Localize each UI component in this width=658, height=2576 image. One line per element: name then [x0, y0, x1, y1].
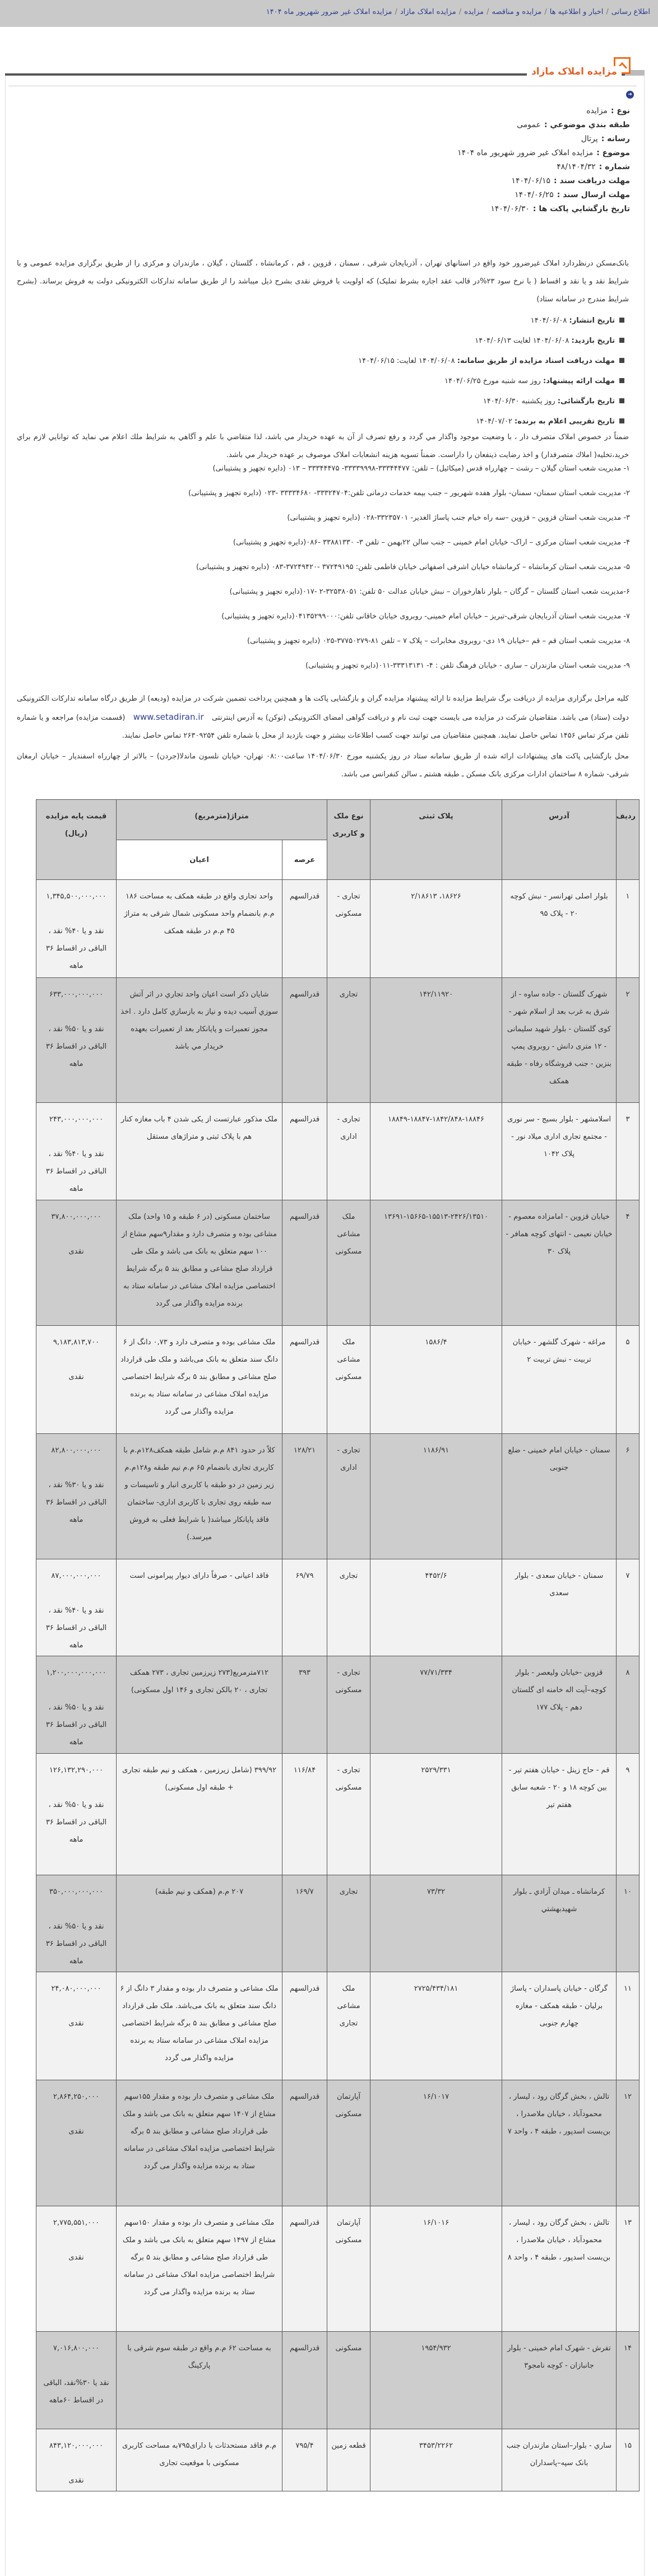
ayan-cell: ۷۱۲مترمربع(۲۷۳ زیرزمین تجاری ، ۲۷۳ همکف تجاری ، ۲۰ بالکن تجاری و ۱۴۶ اول مسکونی)	[117, 1656, 282, 1754]
type-cell: تجاری	[327, 978, 370, 1103]
type-cell: تجاری - مسکونی	[327, 880, 370, 978]
ayan-cell: شايان ذكر است اعيان واحد تجاري در اثر آتش سوزي آسيب ديده و نياز به بازسازي كامل دارد . اخذ مجوز تعميرات و پايانكار بعد از تعميرات بعهده خريدار مي باشد	[117, 978, 282, 1103]
breadcrumb-link[interactable]: مزایده و مناقصه	[492, 8, 542, 16]
top-bar	[0, 0, 658, 27]
breadcrumb-separator: /	[395, 8, 397, 16]
date-item	[358, 371, 624, 392]
address-cell: قزوین -خیابان ولیعصر - بلوار کوچه–آیت اله خامنه ای گلستان دهم - پلاک ۱۷۷	[502, 1656, 617, 1754]
price-terms: نقد و یا ۵۰% نقد ، الباقی در اقساط ۳۶ ماهه	[45, 1801, 107, 1844]
price-terms: نقد و یا ۴۰% نقد ، الباقی در اقساط ۳۶ ماهه	[45, 927, 107, 970]
price-cell	[36, 1103, 117, 1200]
arse-cell: ۷۹۵/۴	[282, 2429, 327, 2491]
header-arse: عرصه	[282, 840, 327, 880]
row-number: ۴	[617, 1200, 640, 1326]
row-number: ۱۳	[617, 2206, 640, 2332]
arse-cell: قدرالسهم	[282, 1103, 327, 1200]
price-cell	[36, 1754, 117, 1875]
arse-cell: قدرالسهم	[282, 2206, 327, 2332]
plak-cell: ۱۳۶۹۱-۱۵۶۶۵-۱۵۵۱۳-۲۴۲۶/۱۳۵۱۰	[370, 1200, 502, 1326]
meta-row	[457, 188, 630, 202]
date-item	[358, 331, 624, 351]
arse-cell: قدرالسهم	[282, 1326, 327, 1434]
row-number: ۷	[617, 1559, 640, 1656]
meta-value: عمومی	[517, 120, 541, 129]
arse-cell: ۱۶۹/۷	[282, 1875, 327, 1972]
table-row	[36, 2206, 640, 2332]
ayan-cell: به مساحت ۶۲ م.م واقع در طبقه سوم شرقی با پارکینگ	[117, 2332, 282, 2429]
header-plak: پلاک ثبتی	[370, 800, 502, 880]
bullet-square-icon	[619, 358, 624, 363]
plak-cell: ۱۸۸۴۹-۱۸۸۴۷-۱۸۴۲/۸۴۸-۱۸۸۴۶	[370, 1103, 502, 1200]
price-terms: نقدی	[68, 1247, 84, 1256]
meta-value: ۴۸/۱۴۰۴/۳۲	[557, 162, 596, 171]
price-cell	[36, 1434, 117, 1559]
date-label: تاریخ بازگشائی:	[557, 397, 615, 406]
meta-info	[457, 104, 630, 216]
price-value: ۹,۱۸۳,۸۱۳,۷۰۰	[53, 1338, 100, 1347]
row-number: ۱۵	[617, 2429, 640, 2491]
meta-row	[457, 104, 630, 118]
price-terms: نقدی	[68, 1373, 84, 1381]
table-row	[36, 1559, 640, 1656]
meta-row	[457, 132, 630, 146]
arse-cell: ۱۱۶/۸۴	[282, 1754, 327, 1875]
date-label: مهلت دریافت اسناد مزایده از طریق سامانه:	[457, 357, 615, 365]
breadcrumb-link[interactable]: مزایده املاک مازاد	[400, 8, 456, 16]
plak-cell: ۱۶/۱۰۱۶	[370, 2206, 502, 2332]
table-row	[36, 1200, 640, 1326]
meta-value: ۱۴۰۴/۰۶/۱۵	[511, 176, 551, 185]
address-cell: سمنان - خیابان سعدی - بلوار سعدی	[502, 1559, 617, 1656]
type-cell: مسکونی	[327, 2332, 370, 2429]
ayan-cell: ملک مذکور عبارتست از یکی شدن ۴ باب مغازه کنار هم با پلاک ثبتی و متراژهای مستقل	[117, 1103, 282, 1200]
date-label: تاریخ بازدید:	[571, 337, 615, 345]
ayan-cell: ملک مشاعی و متصرف دار بوده و مقدار ۱۵۰سهم مشاع از ۱۴۹۷ سهم متعلق به بانک می باشد و ملک طی قرارداد صلح مشاعی و مطابق بند ۵ برگه شرایط اختصاصی مزایده املاک مشاعی در سامانه ستاد به برنده مزایده واگذار می گردد	[117, 2206, 282, 2332]
row-number: ۱۱	[617, 1972, 640, 2080]
address-cell: قم - حاج زینل - خیابان هفتم تیر - بین کوچه ۱۸ و ۲۰ - شعبه سابق هفتم تیر	[502, 1754, 617, 1875]
address-cell: بلوار اصلی تهرانسر - نبش کوچه ۲۰ - پلاک ۹۵	[502, 880, 617, 978]
type-cell: تجاری - مسکونی	[327, 1754, 370, 1875]
type-cell: تجاری - اداری	[327, 1434, 370, 1559]
meta-value: ۱۴۰۴/۰۶/۳۰	[490, 204, 530, 213]
plak-cell: ۴۴۵۲/۶	[370, 1559, 502, 1656]
date-value: روز سه شنبه مورخ ۱۴۰۴/۰۶/۲۵	[444, 377, 544, 385]
ayan-cell: ۳۹۹/۹۲ (شامل زیرزمین ، همکف و نیم طبقه تجاری + طبقه اول مسکونی)	[117, 1754, 282, 1875]
price-value: ۱۲۶,۱۳۲,۲۹۰,۰۰۰	[49, 1766, 104, 1774]
key-dates	[358, 311, 624, 432]
row-number: ۲	[617, 978, 640, 1103]
meta-label: طبقه بندي موضوعي :	[544, 120, 630, 129]
plak-cell: ۱۹۵۴/۹۳۲	[370, 2332, 502, 2429]
branch-item: ۹- مدیریت شعب استان مازندران – ساری - خیابان فرهنگ تلفن : ۴- ۳۳۳۱۳۱۳۱-۰۱۱(دایره تجهیز و پشتیبانی)	[305, 662, 630, 670]
price-cell	[36, 978, 117, 1103]
bullet-square-icon	[619, 378, 624, 383]
price-value: ۶۳۳,۰۰۰,۰۰۰,۰۰۰	[49, 990, 104, 999]
address-cell: ساري - بلوار–استان مازندران جنب بانک سپه–پاسداران	[502, 2429, 617, 2491]
price-cell	[36, 2332, 117, 2429]
price-value: ۲,۸۶۴,۲۵۰,۰۰۰	[53, 2093, 100, 2101]
header-address: آدرس	[502, 800, 617, 880]
arse-cell: قدرالسهم	[282, 2332, 327, 2429]
date-label: تاریخ تقریبی اعلام به برنده:	[515, 417, 615, 426]
setadiran-link[interactable]: www.setadiran.ir	[133, 712, 204, 722]
address-cell: تفرش - شهرک امام خمینی - بلوار جانبازان - کوچه نامجو۳	[502, 2332, 617, 2429]
meta-row	[457, 202, 630, 216]
header-row-number: ردیف	[617, 800, 640, 880]
type-cell: قطعه زمین	[327, 2429, 370, 2491]
price-terms: نقدی	[68, 2476, 84, 2485]
address-cell: کرمانشاه ـ میدان آزادي ـ بلوار شهیدبهشتي	[502, 1875, 617, 1972]
price-value: ۳۷,۸۰۰,۰۰۰,۰۰۰	[51, 1213, 101, 1221]
price-terms: نقد و یا ۵۰% نقد ، الباقی در اقساط ۳۶ ماهه	[45, 1922, 107, 1965]
price-value: ۲۴,۰۸۰,۰۰۰,۰۰۰	[51, 1985, 101, 1993]
table-row	[36, 1103, 640, 1200]
plak-cell: ۱۵۸۶/۴	[370, 1326, 502, 1434]
table-row	[36, 2080, 640, 2206]
table-row	[36, 978, 640, 1103]
price-value: ۲,۷۷۵,۵۵۱,۰۰۰	[53, 2219, 100, 2227]
table-row	[36, 2429, 640, 2491]
process-text	[17, 690, 629, 745]
panel-title: مزایده املاک مازاد	[527, 66, 622, 77]
arse-cell: قدرالسهم	[282, 880, 327, 978]
ayan-cell: واحد تجاری واقع در طبقه همکف به مساحت ۱۸۶ م.م بانضمام واحد مسکونی شمال شرقی به متراژ ۴۵ م.م در طبقه همکف	[117, 880, 282, 978]
ayan-cell: ملک مشاعی و متصرف دار بوده و مقدار ۳ دانگ از ۶ دانگ سند متعلق به بانک می‌باشد. ملک طی قرارداد صلح مشاعی و مطابق بند ۵ برگه شرایط اختصاصی مزایده املاک مشاعی در سامانه ستاد به برنده مزایده واگذار می گردد	[117, 1972, 282, 2080]
date-value: ۱۴۰۴/۰۶/۰۸	[530, 316, 569, 325]
branch-item: ۶-مدیریت شعب استان گلستان – گرگان – بلوار ناهارخوران – نبش خیابان عدالت ۵۰ تلفن: ۳۲۵۳۸۰۵۱-۲ -۰۱۷(دایره تجهیز و پشتیبانی)	[229, 588, 630, 596]
ayan-cell: فاقد اعیانی - صرفاً دارای دیوار پیرامونی است	[117, 1559, 282, 1656]
table-row	[36, 1434, 640, 1559]
arse-cell: قدرالسهم	[282, 1200, 327, 1326]
type-cell: آپارتمان مسکونی	[327, 2206, 370, 2332]
ayan-cell: ۲۰۷ م.م (همکف و نیم طبقه)	[117, 1875, 282, 1972]
table-row	[36, 1754, 640, 1875]
plak-cell: ۷۷/۷۱/۳۳۴	[370, 1656, 502, 1754]
arse-cell: قدرالسهم	[282, 1972, 327, 2080]
price-value: ۲۴۳,۰۰۰,۰۰۰,۰۰۰	[49, 1115, 104, 1124]
price-terms: نقد و یا ۳۰% نقد ، الباقی در اقساط ۳۶ ماهه	[45, 1481, 107, 1524]
address-cell: تالش ، بخش گرگان رود ، لیسار ، محمودآباد ، خیابان ملاصدرا ، بن‌بست اسدپور ، طبقه ۴ ، واحد ۸	[502, 2206, 617, 2332]
price-terms: نقدی	[68, 2253, 84, 2262]
row-number: ۳	[617, 1103, 640, 1200]
arse-cell: قدرالسهم	[282, 978, 327, 1103]
occupied-note: ضمناً در خصوص املاک متصرف دار ، با وضعیت موجود واگذار مي گردد و رفع تصرف از آن به عهده خریدار مي باشد، لذا متقاضي با علم و آگاهي به شرايط ملك اعلام مي نمايد كه توانايي لازم براي خريد،تخليه( املاك متصرفدار) و اخذ رضايت ذينفعان را داراست. ضمناً تسويه هزينه انشعابات املاک موصوف بر عهده خريدار مي باشد.	[17, 433, 629, 459]
type-cell: تجاری	[327, 1875, 370, 1972]
price-terms: نقدی	[68, 2019, 84, 2028]
price-value: ۱,۲۰۰,۰۰۰,۰۰۰,۰۰۰	[46, 1669, 106, 1677]
meta-row	[457, 160, 630, 174]
address-cell: اسلامشهر - بلوار بسیج - سر نوری - مجتمع تجاری اداری میلاد نور - پلاک ۱۰۴۲	[502, 1103, 617, 1200]
price-cell	[36, 880, 117, 978]
header-type: نوع ملک و کاربری	[327, 800, 370, 880]
header-price: قیمت پایه مزایده (ریال)	[36, 800, 117, 880]
row-number: ۵	[617, 1326, 640, 1434]
plak-cell: ۱۴۲/۱۱۹۲۰	[370, 978, 502, 1103]
meta-row	[457, 174, 630, 188]
plak-cell: ۱۸۶۲۶، ۲/۱۸۶۱۳	[370, 880, 502, 978]
plak-cell: ۳۴۵۳/۲۲۶۲	[370, 2429, 502, 2491]
type-cell: آپارتمان مسکونی	[327, 2080, 370, 2206]
ayan-cell: ساختمان مسکونی (در ۶ طبقه و ۱۵ واحد) ملک مشاعی بوده و متصرف دارد و مقدار۹سهم مشاع از ۱۰۰ سهم متعلق به بانک می باشد و ملک طی قرارداد صلح مشاعی و مطابق بند ۵ برگه شرایط اختصاصی مزایده املاک مشاعی در سامانه ستاد به برنده مزایده واگذار می گردد	[117, 1200, 282, 1326]
date-value: ۱۴۰۴/۰۶/۰۸ لغایت: ۱۴۰۴/۰۶/۱۵	[358, 357, 457, 365]
row-number: ۶	[617, 1434, 640, 1559]
row-number: ۱۴	[617, 2332, 640, 2429]
bullet-square-icon	[619, 318, 624, 323]
breadcrumb	[266, 8, 650, 16]
date-value: ۱۴۰۴/۰۷/۰۲	[476, 417, 515, 426]
meta-label: مهلت ارسال سند :	[557, 190, 630, 199]
branch-item: ۵- مدیریت شعب استان کرمانشاه – کرمانشاه خیابان اشرفی اصفهانی خیابان فاطمی تلفن: ۳۷۲۴۹۱۹۵ -۳۷۲۴۹۴۲۰-۰۸۳ (دایره تجهیز و پشتیبانی)	[196, 563, 630, 571]
meta-row	[457, 118, 630, 132]
price-value: ۸۴۳,۱۲۰,۰۰۰,۰۰۰	[49, 2442, 104, 2450]
meta-label: نوع :	[610, 106, 630, 115]
intro-text: بانک‌مسکن درنظردارد املاک غیرضرور خود واقع در استانهای تهران ، آذربایجان شرقی ، سمنان ، قزوین ، قم ، کرمانشاه ، گلستان ، گیلان ، مازندران و مرکزی را از طریق برگزاری مزایده عمومی و با شرایط نقد و یا نقد و اقساط ( با نرخ سود ۲۳%در قالب عقد اجاره بشرط تملیک) که اولویت با فروش نقدی بشرح ذیل میباشد را از طریق سامانه تدارکات الکترونیکی دولت به فروش برساند. (بشرح شرایط مندرج در سامانه ستاد)	[17, 259, 629, 304]
row-number: ۸	[617, 1656, 640, 1754]
breadcrumb-separator: /	[486, 8, 489, 16]
meta-row	[457, 146, 630, 160]
table-row	[36, 2332, 640, 2429]
meta-label: رسانه :	[601, 134, 630, 143]
type-cell: تجاری	[327, 1559, 370, 1656]
address-cell: تالش ، بخش گرگان رود ، لیسار ، محمودآباد ، خیابان ملاصدرا ، بن‌بست اسدپور ، طبقه ۴ ، واحد ۷	[502, 2080, 617, 2206]
date-label: تاریخ انتشار:	[569, 316, 615, 325]
plak-cell: ۱۶/۱۰۱۷	[370, 2080, 502, 2206]
plak-cell: ۱۱۸۶/۹۱	[370, 1434, 502, 1559]
ayan-cell: ملک مشاعی و متصرف دار بوده و مقدار ۱۵۵سهم مشاع از ۱۴۰۷ سهم متعلق به بانک می باشد و ملک طی قرارداد صلح مشاعی و مطابق بند ۵ برگه شرایط اختصاصی مزایده املاک مشاعی در سامانه ستاد به برنده مزایده واگذار می گردد	[117, 2080, 282, 2206]
breadcrumb-link[interactable]: اخبار و اطلاعیه ها	[549, 8, 604, 16]
header-area: متراژ(مترمربع)	[117, 800, 327, 840]
bullet-square-icon	[619, 338, 624, 343]
branch-item: ۳- مدیریت شعب استان قزوین – قزوین –سه راه خیام جنب پاساژ الغدیر- ۳۳۲۳۵۷۰۱-۰۲۸ (دایره تجهیز و پشتیبانی)	[287, 514, 630, 522]
type-cell: تجاری - اداری	[327, 1103, 370, 1200]
table-row	[36, 1656, 640, 1754]
ayan-cell: م.م فاقد مستحدثات با دارای۷۹۵به مساحت کاربری مسکونی با موقعیت تجاری	[117, 2429, 282, 2491]
branch-item: ۴- مدیریت شعب استان مرکزی – اراک- خیابان امام خمینی – جنب سالن ۲۲بهمن – تلفن ۳- ۳۳۸۸۱۳۳۰ -۰۸۶(دایره تجهیز و پشتیبانی)	[233, 538, 630, 547]
arse-cell: ۳۹۳	[282, 1656, 327, 1754]
date-label: مهلت ارائه پیشنهاد:	[543, 377, 615, 385]
price-value: ۱,۳۴۵,۵۰۰,۰۰۰,۰۰۰	[46, 892, 106, 901]
date-value: روز یکشنبه ۱۴۰۴/۰۶/۳۰	[483, 397, 558, 406]
header-ayan: اعیان	[117, 840, 282, 880]
branch-item: ۷- مدیریت شعب استان آذربایجان شرقی-تبریز – خیابان امام خمینی- روبروی خیابان خاقانی تلفن:۰۴۱۳۵۲۹۹۰۰۰(دایره تجهیز و پشتیبانی)	[221, 612, 630, 621]
row-number: ۹	[617, 1754, 640, 1875]
price-cell	[36, 1875, 117, 1972]
arse-cell: ۶۹/۷۹	[282, 1559, 327, 1656]
table-row	[36, 1875, 640, 1972]
price-cell	[36, 1200, 117, 1326]
meta-value: پرتال	[581, 134, 598, 143]
table-row	[36, 1326, 640, 1434]
date-item	[358, 351, 624, 371]
address-cell: گرگان - خیابان پاسداران - پاساژ برلیان - طبقه همکف - مغازه چهارم جنوبی	[502, 1972, 617, 2080]
process-text-2: (قسمت مزایده) مراجعه و یا شماره تلفن مرکز تماس ۱۴۵۶ تماس حاصل نمایند. همچنین متقاضیان می توانند جهت کسب اطلاعات بیشتر و جهت بازدید از محل با شماره تلفن ۲۶۳۰۹۲۵۴ تماس حاصل نمایند.	[17, 714, 629, 740]
table-row	[36, 880, 640, 978]
table-row	[36, 1972, 640, 2080]
meta-value: ۱۴۰۴/۰۶/۲۵	[515, 190, 554, 199]
meta-value: مزایده	[586, 106, 608, 115]
price-value: ۷,۰۱۶,۸۰۰,۰۰۰	[53, 2344, 100, 2353]
price-cell	[36, 2429, 117, 2491]
arse-cell: ۱۲۸/۲۱	[282, 1434, 327, 1559]
type-cell: ملک مشاعی مسکونی	[327, 1326, 370, 1434]
price-cell	[36, 2206, 117, 2332]
breadcrumb-separator: /	[458, 8, 462, 16]
breadcrumb-link[interactable]: اطلاع رسانی	[611, 8, 650, 16]
breadcrumb-link[interactable]: مزایده املاک غیر ضرور شهریور ماه ۱۴۰۴	[266, 8, 392, 16]
properties-table	[36, 799, 640, 2491]
bullet-square-icon	[619, 418, 624, 423]
type-cell: تجاری - مسکونی	[327, 1656, 370, 1754]
date-item	[358, 392, 624, 412]
process-text-1: کلیه مراحل برگزاری مزایده از دریافت برگ شرایط مزایده تا ارائه پیشنهاد مزایده گران و بازگشایی پاکت ها و همچنین پرداخت تضمین شرکت در مزایده (ودیعه) از طریق درگاه سامانه تدارکات الکترونیکی دولت (ستاد) می باشد. متقاضیان شرکت در مزایده می بایست جهت ثبت نام و دریافت گواهی امضای الکترونیکی (توکن) به آدرس اینترنتی	[17, 695, 629, 722]
meta-label: مهلت دریافت سند :	[554, 176, 630, 185]
meta-label: شماره :	[599, 162, 630, 171]
branch-item: ۱- مدیریت شعب استان گیلان – رشت – چهارراه قدس (میکائیل) – تلفن: ۳۳۳۴۴۴۷۷-۳۳۳۳۹۹۹۸- ۳۳۳۴۴۴۷۵ – ۰۱۳ (دایره تجهیز و پشتیبانی)	[212, 464, 630, 473]
meta-label: تاریخ بازگشايي پاکت ها :	[532, 204, 630, 213]
row-number: ۱	[617, 880, 640, 978]
breadcrumb-link[interactable]: مزایده	[464, 8, 484, 16]
row-number: ۱۰	[617, 1875, 640, 1972]
price-cell	[36, 2080, 117, 2206]
arse-cell: قدرالسهم	[282, 2080, 327, 2206]
arrow-circle-icon: ➜	[626, 91, 634, 99]
price-terms: نقد یا ۳۰%نقد، الباقی در اقساط ۶۰ماهه	[43, 2379, 109, 2405]
branch-item: ۲- مدیریت شعب استان سمنان- سمنان- بلوار هفده شهریور – جنب بیمه خدمات درمانی تلفن:۳۳۳۲۴۷۰۴- ۳۳۳۳۴۶۸۰ -۰۲۳ (دایره تجهیز و پشتیبانی)	[188, 489, 630, 497]
price-value: ۸۷,۰۰۰,۰۰۰,۰۰۰	[51, 1572, 101, 1580]
ayan-cell: ملک مشاعی بوده و متصرف دارد و ۰,۷۳ دانگ از ۶ دانگ سند متعلق به بانک می‌باشد و ملک طی قرارداد صلح مشاعی و مطابق بند ۵ برگه شرایط اختصاصی مزایده املاک مشاعی در سامانه ستاد به برنده مزایده واگذار می گردد	[117, 1326, 282, 1434]
price-value: ۳۵۰,۰۰۰,۰۰۰,۰۰۰	[49, 1888, 104, 1896]
meta-label: موضوع :	[596, 148, 630, 157]
price-cell	[36, 1656, 117, 1754]
type-cell: ملک مشاعی مسکونی	[327, 1200, 370, 1326]
bullet-square-icon	[619, 398, 624, 403]
branch-item: ۸- مدیریت شعب استان قم – قم –خیابان ۱۹ دی- روبروی مخابرات – پلاک ۷ – تلفن ۸۱-۳۷۷۵۰۲۷۹-۰۲۵ (دایره تجهیز و پشتیبانی)	[247, 637, 630, 645]
breadcrumb-separator: /	[544, 8, 547, 16]
plak-cell: ۲۷۲۵/۴۳۴/۱۸۱	[370, 1972, 502, 2080]
price-cell	[36, 1559, 117, 1656]
meta-value: مزایده املاک غیر ضرور شهریور ماه ۱۴۰۴	[457, 148, 594, 157]
breadcrumb-separator: /	[606, 8, 609, 16]
price-cell	[36, 1326, 117, 1434]
price-terms: نقد و یا ۴۰% نقد ، الباقی در اقساط ۳۶ ماهه	[45, 1606, 107, 1650]
branch-list	[188, 462, 630, 684]
address-cell: خیابان قزوین - امامزاده معصوم - خیابان نعیمی - انتهای کوچه همافر - پلاک ۳۰	[502, 1200, 617, 1326]
type-cell: ملک مشاعی تجاری	[327, 1972, 370, 2080]
address-cell: سمنان - خیابان امام خمینی - ضلع جنوبی	[502, 1434, 617, 1559]
address-cell: شهرک گلستان - جاده ساوه - از شرق به غرب بعد از اسلام شهر - کوی گلستان - بلوار شهید سلیمانی - ۱۲ متری دانش - روبروی پمپ بنزین - جنب فروشگاه رفاه - طبقه همکف	[502, 978, 617, 1103]
plak-cell: ۲۵۲۹/۳۳۱	[370, 1754, 502, 1875]
address-cell: مراغه - شهرک گلشهر - خیابان تربیت - نبش تربیت ۲	[502, 1326, 617, 1434]
plak-cell: ۷۳/۳۲	[370, 1875, 502, 1972]
price-terms: نقد و یا ۵۰% نقد ، الباقی در اقساط ۳۶ ماهه	[45, 1703, 107, 1746]
date-value: ۱۴۰۴/۰۶/۰۸ لغایت ۱۴۰۴/۰۶/۱۳	[475, 337, 572, 345]
ayan-cell: کلاً در حدود ۸۴۱ م.م شامل طبقه همکف۱۲۸م.م با کاربری تجاری بانضمام ۶۵ م.م نیم طبقه و۱۲۸م.م زیر زمین در دو طبقه با کاربری انبار و تاسیسات و سه طبقه روی تجاری با کاربری اداری- ساختمان فاقد پایانکار میباشد( با شرایط فعلی به فروش میرسد.)	[117, 1434, 282, 1559]
price-terms: نقدی	[68, 2127, 84, 2136]
opening-place: محل بازگشایی پاکت های پیشنهادات ارائه شده از طریق سامانه ستاد در روز یکشنبه مورخ ۱۴۰۴/۰۶/۳۰ ساعت۰۸:۰۰ تهران- خیابان نلسون ماندلا(جردن) – بالاتر از چهارراه اسفندیار – خیابان ارمغان شرقی- شماره ۸ ساختمان ادارات مرکزی بانک مسکن ـ طبقه هشتم ـ سالن کنفرانس می باشد.	[17, 752, 629, 779]
row-number: ۱۲	[617, 2080, 640, 2206]
price-terms: نقد و یا ۵۰% نقد ، الباقی در اقساط ۳۶ ماهه	[45, 1025, 107, 1068]
price-cell	[36, 1972, 117, 2080]
date-item	[358, 311, 624, 331]
price-value: ۸۲,۸۰۰,۰۰۰,۰۰۰	[51, 1446, 101, 1455]
price-terms: نقد و یا ۴۰% نقد ، الباقی در اقساط ۳۶ ماهه	[45, 1150, 107, 1193]
